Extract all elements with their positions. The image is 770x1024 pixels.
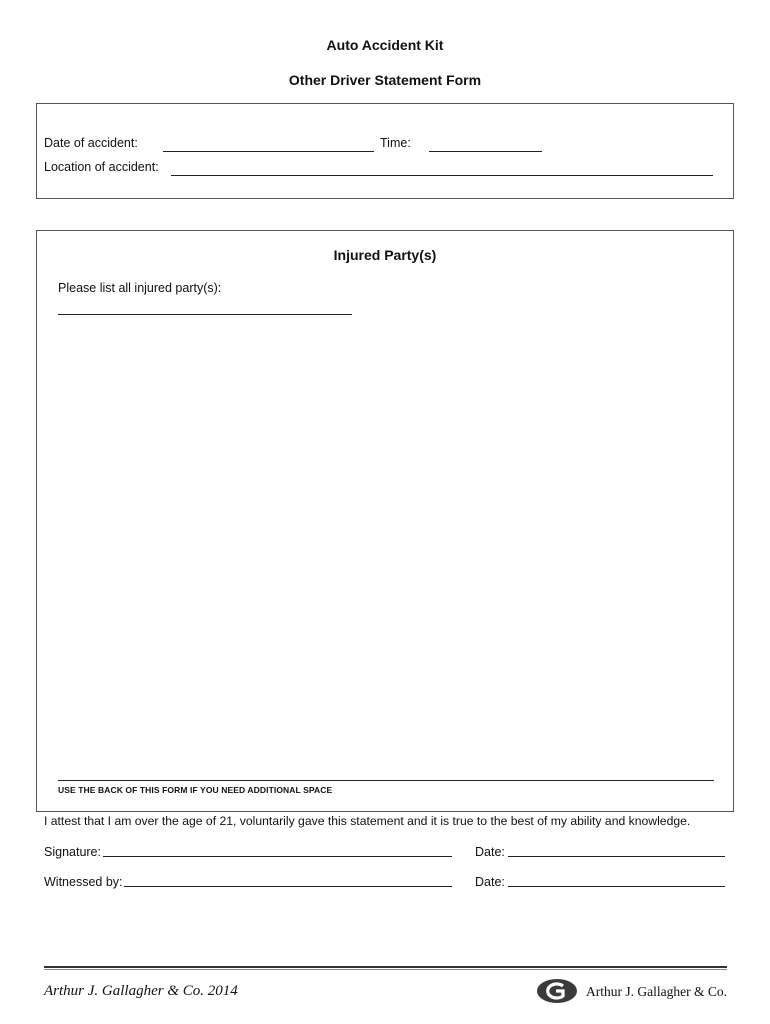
injured-section-title: Injured Party(s) bbox=[333, 247, 437, 263]
location-field[interactable] bbox=[171, 175, 713, 176]
injured-list-area[interactable] bbox=[58, 320, 714, 775]
time-label: Time: bbox=[380, 136, 411, 150]
signature-date-label: Date: bbox=[475, 845, 505, 859]
witnessed-by-field[interactable] bbox=[124, 886, 452, 887]
time-field[interactable] bbox=[429, 151, 542, 152]
attestation-statement: I attest that I am over the age of 21, voluntarily gave this statement and it is true to the best of my ability and knowledge. bbox=[44, 814, 691, 828]
gallagher-g-logo-icon bbox=[536, 978, 578, 1004]
footer-rule bbox=[44, 966, 727, 968]
location-label: Location of accident: bbox=[44, 160, 159, 174]
witness-date-label: Date: bbox=[475, 875, 505, 889]
footer-rule-thin bbox=[44, 969, 727, 970]
form-title: Other Driver Statement Form bbox=[288, 72, 482, 88]
injured-list-field[interactable] bbox=[58, 314, 352, 315]
back-of-form-note: USE THE BACK OF THIS FORM IF YOU NEED ADDITIONAL SPACE bbox=[58, 785, 333, 795]
signature-date-field[interactable] bbox=[508, 856, 725, 857]
footer-copyright: Arthur J. Gallagher & Co. 2014 bbox=[44, 983, 238, 999]
accident-info-box bbox=[36, 103, 734, 199]
injured-list-label: Please list all injured party(s): bbox=[58, 281, 222, 295]
date-of-accident-label: Date of accident: bbox=[44, 136, 138, 150]
signature-label: Signature: bbox=[44, 845, 101, 859]
footer-brand: Arthur J. Gallagher & Co. bbox=[586, 984, 727, 999]
witness-date-field[interactable] bbox=[508, 886, 725, 887]
witnessed-by-label: Witnessed by: bbox=[44, 875, 123, 889]
kit-title: Auto Accident Kit bbox=[326, 37, 444, 53]
signature-field[interactable] bbox=[103, 856, 452, 857]
injured-bottom-rule bbox=[58, 780, 714, 781]
date-of-accident-field[interactable] bbox=[163, 151, 374, 152]
